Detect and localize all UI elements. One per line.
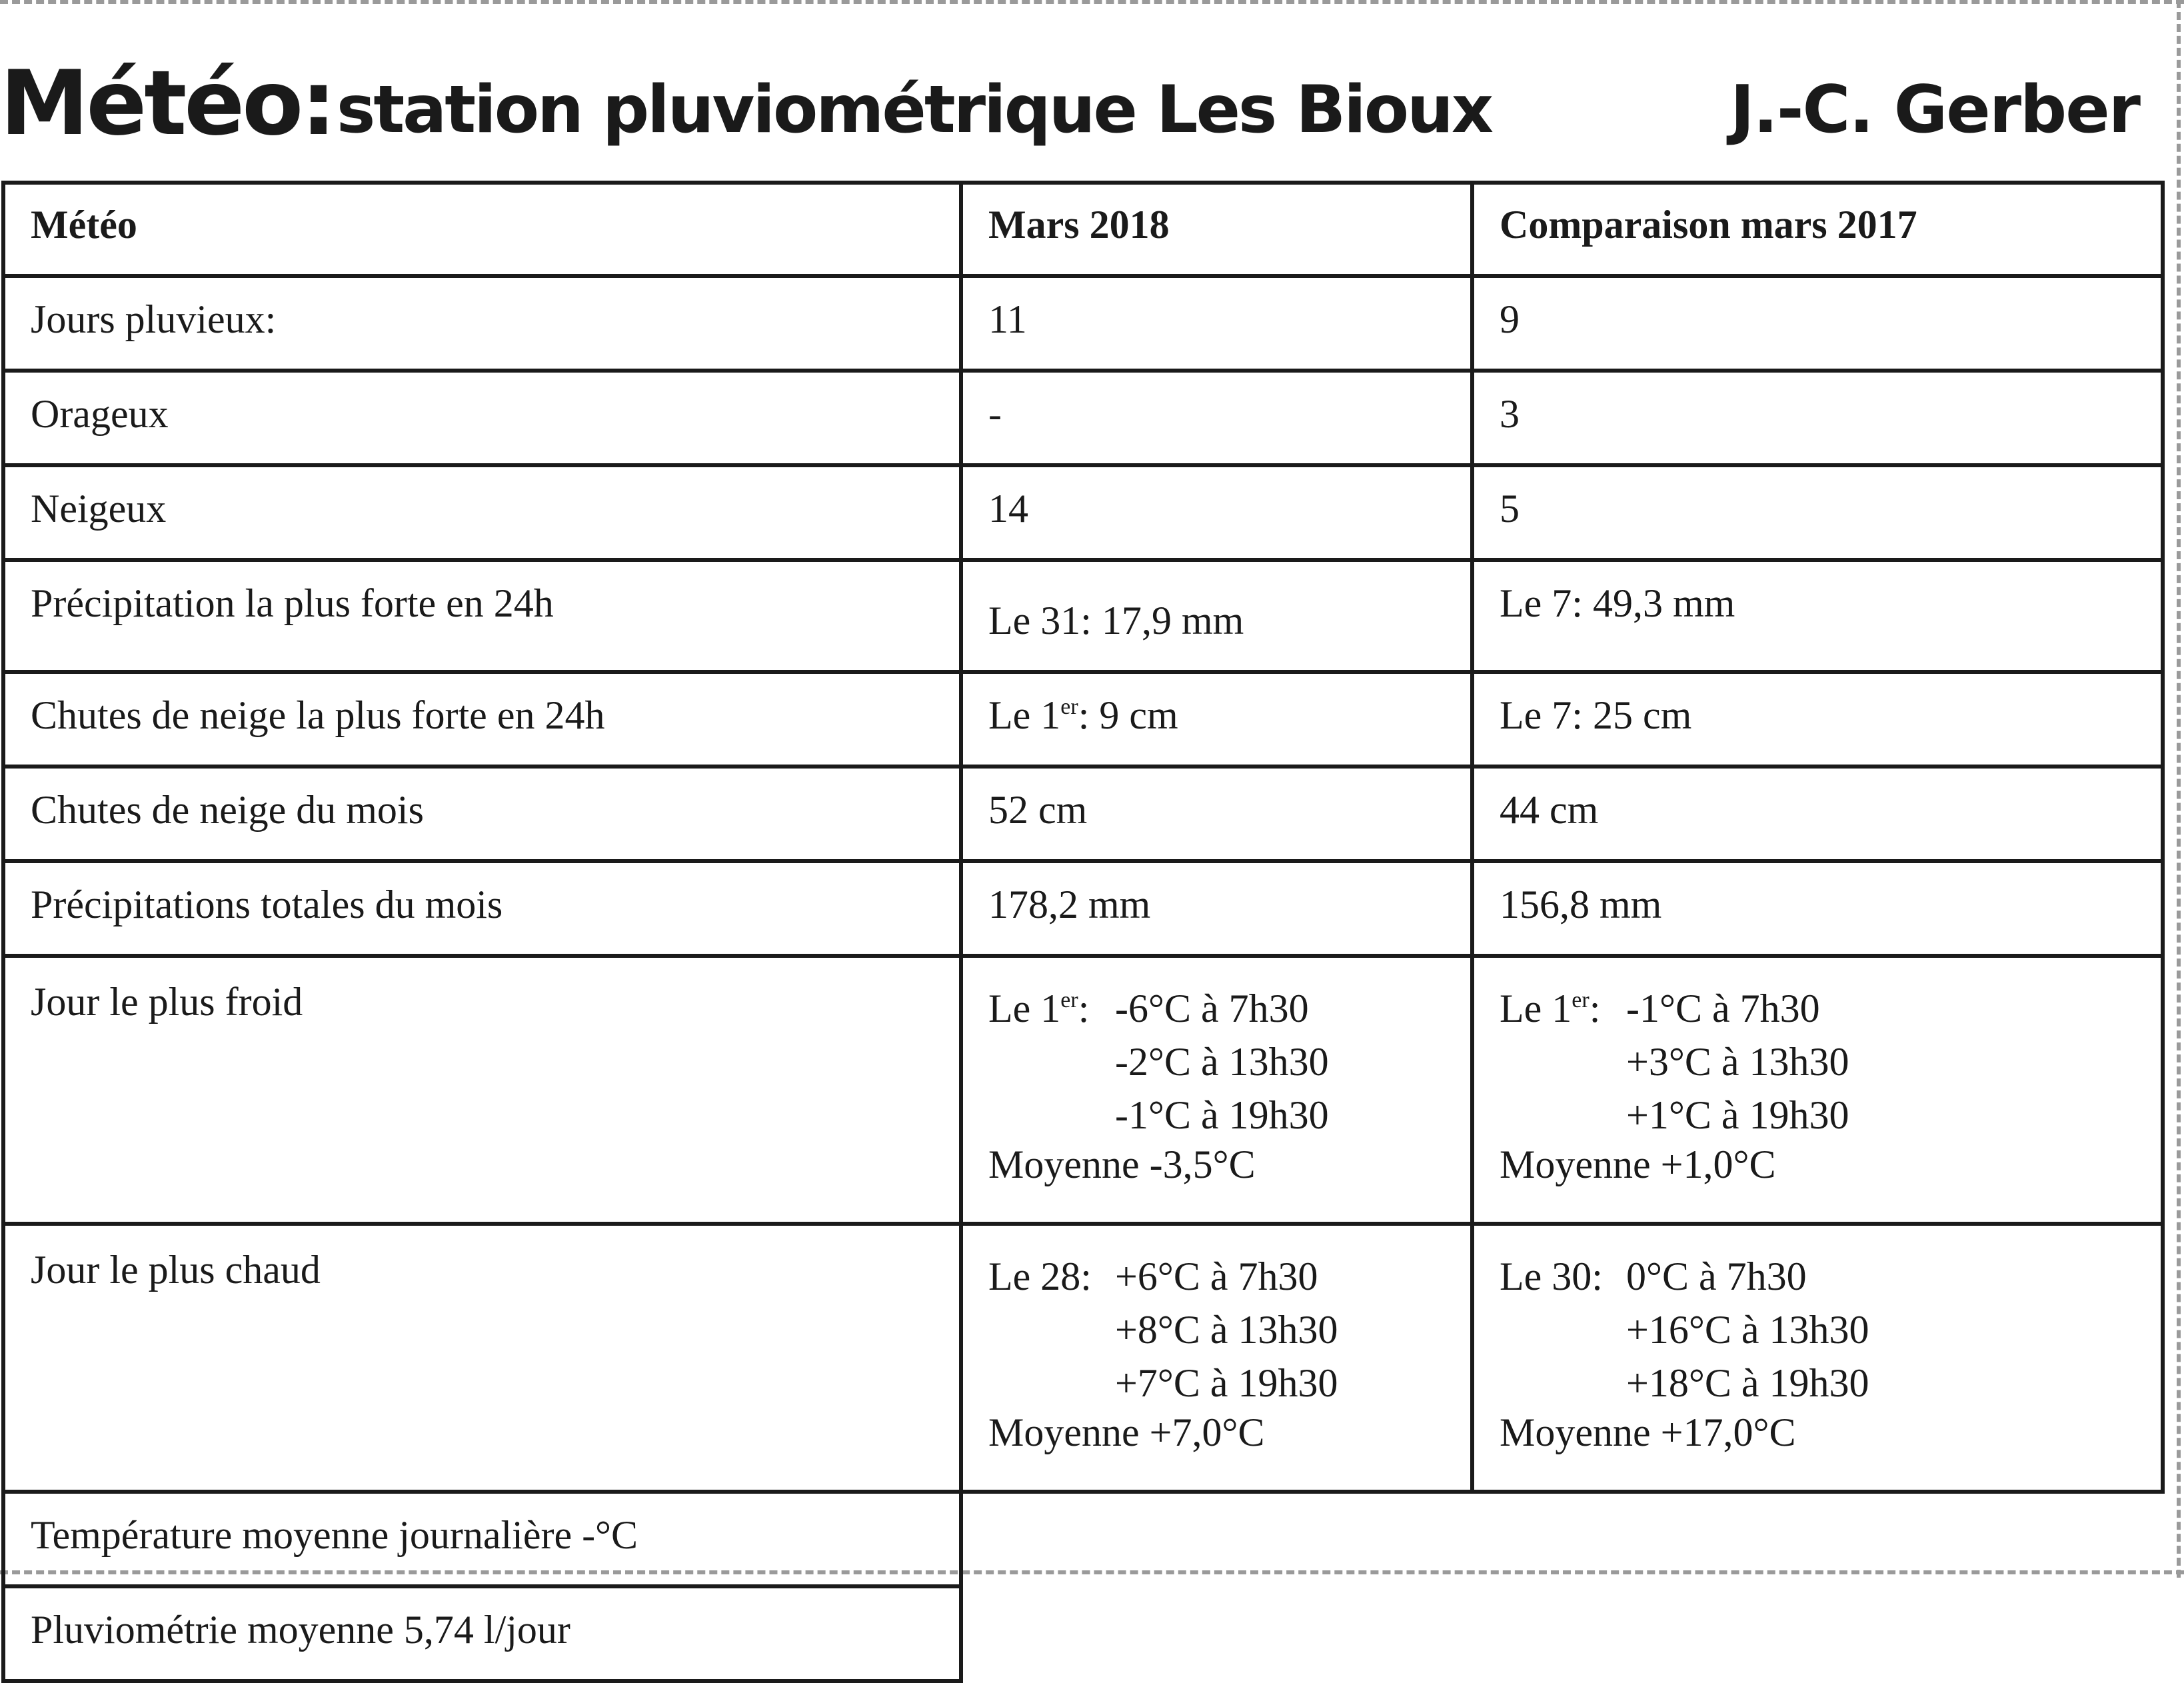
reading: +7°C à 19h30 [1115,1361,1338,1405]
average: Moyenne +7,0°C [988,1410,1265,1454]
reading: -1°C à 7h30 [1626,986,1820,1030]
table-row-coldest-day [3,956,2163,1224]
dashed-border-right [2177,0,2181,1578]
row-label: Jour le plus chaud [3,1224,961,1492]
title-subtitle: station pluviométrique Les Bioux [337,72,1492,148]
average: Moyenne +17,0°C [1500,1410,1796,1454]
reading: +8°C à 13h30 [1115,1308,1338,1352]
row-label: Orageux [3,371,961,465]
footer-label-temperature: Température moyenne journalière -°C [3,1492,961,1586]
header-cell-meteo: Météo [3,183,961,276]
title-author: J.-C. Gerber [1730,72,2139,148]
table-header-row [3,183,2163,276]
table-row [3,672,2163,767]
page-title [0,47,2159,160]
row-label: Jours pluvieux: [3,276,961,371]
reading: +1°C à 19h30 [1626,1093,1849,1137]
hottest-2017: Le 30: 0°C à 7h30 +16°C à 13h30 +18°C à 19h30 Moyenne +17,0°C [1472,1224,2163,1492]
table-row [3,560,2163,672]
row-label: Précipitations totales du mois [3,861,961,956]
row-label: Précipitation la plus forte en 24h [3,560,961,672]
table-row-footer [3,1586,2163,1681]
value-2017: 44 cm [1472,767,2163,861]
value-2018: 178,2 mm [961,861,1472,956]
row-label: Chutes de neige du mois [3,767,961,861]
header-cell-mars-2017: Comparaison mars 2017 [1472,183,2163,276]
table-row [3,861,2163,956]
reading: +18°C à 19h30 [1626,1361,1869,1405]
title-main: Météo: [0,51,334,155]
row-label: Neigeux [3,465,961,560]
value-2017: Le 7: 25 cm [1472,672,2163,767]
reading: +6°C à 7h30 [1115,1254,1318,1298]
footer-label-pluviometrie: Pluviométrie moyenne 5,74 l/jour [3,1586,961,1681]
value-2017: 3 [1472,371,2163,465]
average: Moyenne -3,5°C [988,1142,1256,1186]
coldest-2017: Le 1er: -1°C à 7h30 +3°C à 13h30 +1°C à 19h30 Moyenne +1,0°C [1472,956,2163,1224]
value-2017: 9 [1472,276,2163,371]
value-2018: - [961,371,1472,465]
reading: 0°C à 7h30 [1626,1254,1807,1298]
table-row [3,371,2163,465]
dashed-border-top [0,0,2184,4]
value-2018-sup-text: Le 1er: 9 cm [988,693,1178,737]
value-2018: Le 31: 17,9 mm [961,560,1472,672]
table-row-footer [3,1492,2163,1586]
value-2018: 11 [961,276,1472,371]
header-cell-mars-2018: Mars 2018 [961,183,1472,276]
table-row [3,767,2163,861]
value-2018: 14 [961,465,1472,560]
value-2017: 156,8 mm [1472,861,2163,956]
reading: +3°C à 13h30 [1626,1040,1849,1084]
reading: -2°C à 13h30 [1115,1040,1329,1084]
value-2018: 52 cm [961,767,1472,861]
reading: -1°C à 19h30 [1115,1093,1329,1137]
value-2017: 5 [1472,465,2163,560]
hottest-2018: Le 28: +6°C à 7h30 +8°C à 13h30 +7°C à 19h30 Moyenne +7,0°C [961,1224,1472,1492]
row-label: Jour le plus froid [3,956,961,1224]
table-row [3,276,2163,371]
reading: +16°C à 13h30 [1626,1308,1869,1352]
value-2018 [961,672,1472,767]
weather-table [1,181,2165,1683]
reading: -6°C à 7h30 [1115,986,1309,1030]
value-2017: Le 7: 49,3 mm [1472,560,2163,672]
table-row-hottest-day [3,1224,2163,1492]
average: Moyenne +1,0°C [1500,1142,1776,1186]
row-label: Chutes de neige la plus forte en 24h [3,672,961,767]
table-row [3,465,2163,560]
coldest-2018: Le 1er: -6°C à 7h30 -2°C à 13h30 -1°C à 19h30 Moyenne -3,5°C [961,956,1472,1224]
